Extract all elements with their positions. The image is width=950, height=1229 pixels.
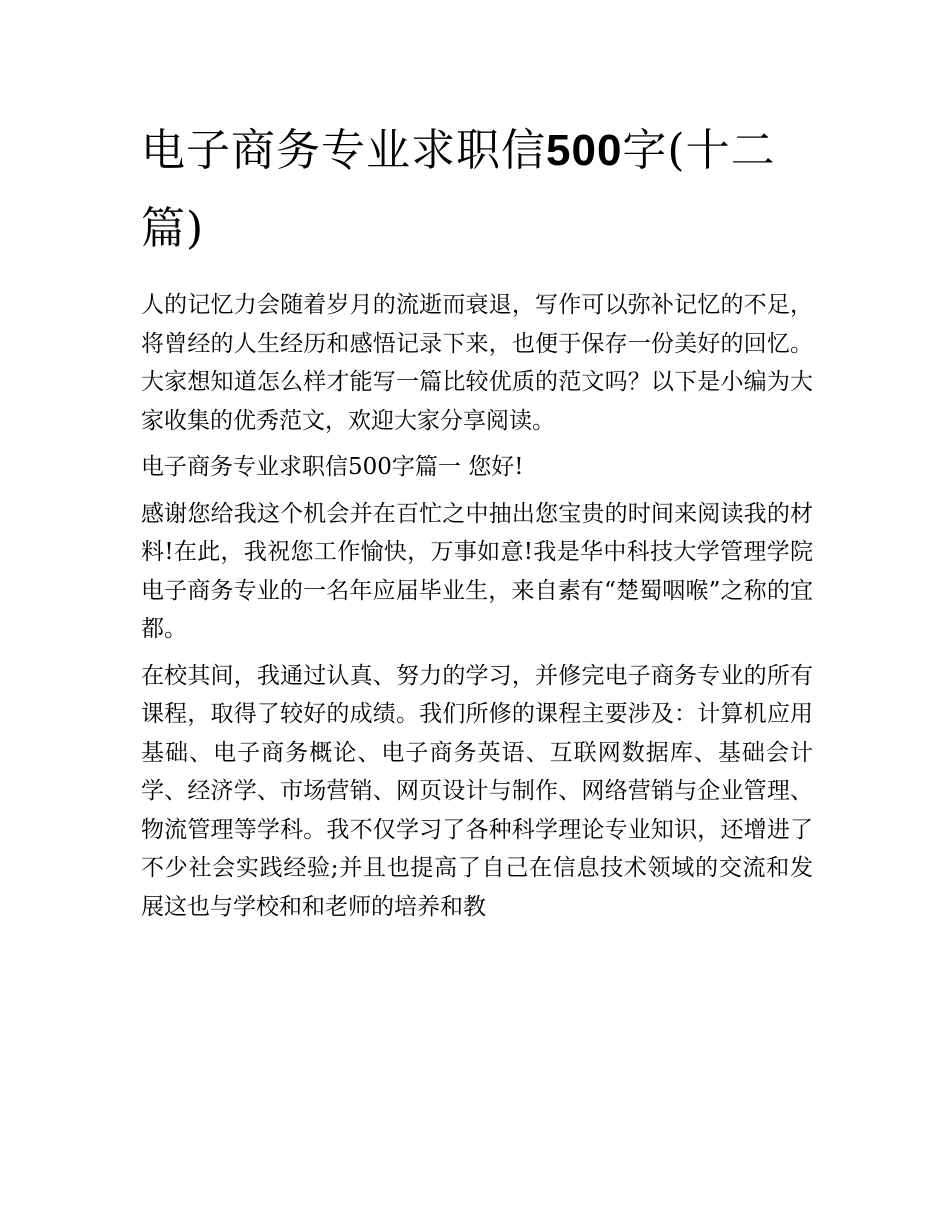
paragraph-intro: 人的记忆力会随着岁月的流逝而衰退，写作可以弥补记忆的不足，将曾经的人生经历和感悟记录下来，也便于保存一份美好的回忆。大家想知道怎么样才能写一篇比较优质的范文吗？以下是小编为大家收集的优秀范文，欢迎大家分享阅读。 xyxy=(141,292,813,434)
paragraph-studies: 在校其间，我通过认真、努力的学习，并修完电子商务专业的所有课程，取得了较好的成绩。我们所修的课程主要涉及：计算机应用基础、电子商务概论、电子商务英语、互联网数据库、基础会计学、经济学、市场营销、网页设计与制作、网络营销与企业管理、物流管理等学科。我不仅学习了各种科学理论专业知识，还增进了不少社会实践经验;并且也提高了自己在信息技术领域的交流和发展这也与学校和和老师的培养和教 xyxy=(141,662,813,920)
paragraph-thanks: 感谢您给我这个机会并在百忙之中抽出您宝贵的时间来阅读我的材料!在此，我祝您工作愉快，万事如意!我是华中科技大学管理学院电子商务专业的一名年应届毕业生，来自素有“楚蜀咽喉”之称的宜都。 xyxy=(141,500,813,642)
document-title xyxy=(141,112,813,268)
title-text-2: 字(十二篇) xyxy=(141,125,776,254)
paragraph-heading-letter-one: 电子商务专业求职信500字篇一 您好! xyxy=(141,454,524,480)
title-text-1: 电子商务专业求职信 xyxy=(141,125,546,176)
document-page xyxy=(141,112,813,934)
document-body xyxy=(141,286,813,926)
title-number: 500 xyxy=(546,126,623,175)
